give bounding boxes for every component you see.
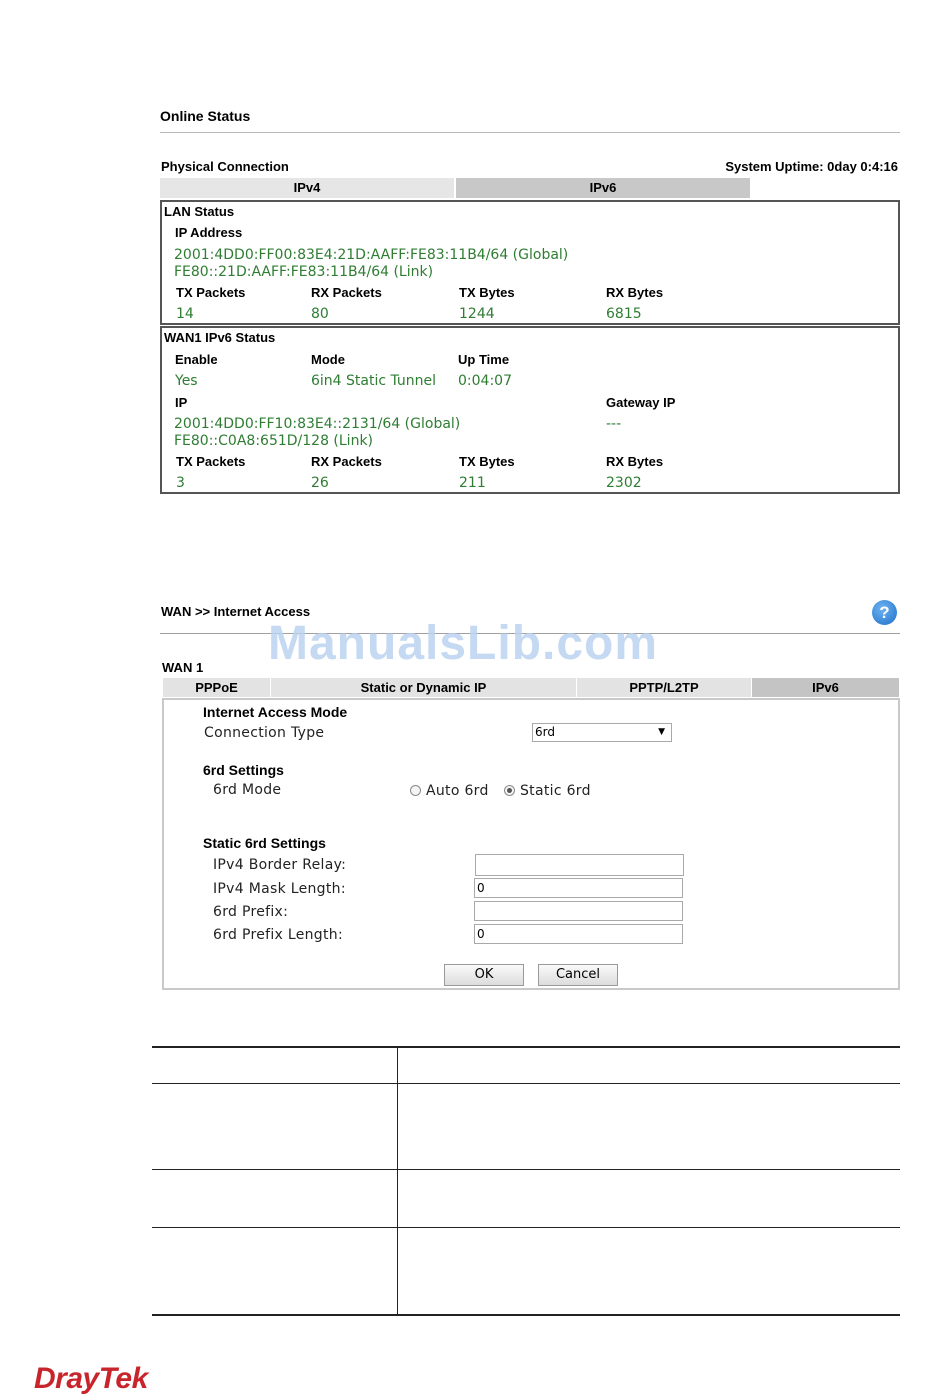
wan-status-panel [160,326,900,494]
mode-value: 6in4 Static Tunnel [311,373,437,389]
lan-rx-packets: 80 [311,306,329,322]
lan-rx-bytes: 6815 [606,306,642,322]
wan-tx-packets: 3 [176,475,185,491]
lan-tx-bytes: 1244 [459,306,495,322]
lan-status-panel [160,200,900,325]
wan-label: WAN 1 [162,660,204,675]
lan-ip-link: FE80::21D:AAFF:FE83:11B4/64 (Link) [174,264,434,280]
lan-ip-global: 2001:4DD0:FF00:83E4:21D:AAFF:FE83:11B4/64 (Global) [174,247,569,263]
tab-ipv4[interactable]: IPv4 [160,178,454,198]
connection-type-label: Connection Type [204,725,325,741]
draytek-logo: DrayTek [34,1362,148,1395]
mask-length-label: IPv4 Mask Length: [213,881,346,897]
lan-tx-packets-header: TX Packets [176,285,246,300]
lan-tx-packets: 14 [176,306,194,322]
wan-tx-packets-header: TX Packets [176,454,246,469]
table-top-rule [152,1046,900,1048]
gateway-ip-label: Gateway IP [606,395,676,410]
watermark: ManualsLib.com [268,617,659,670]
wan-status-heading: WAN1 IPv6 Status [164,330,276,345]
mode-header: Mode [311,352,345,367]
enable-value: Yes [175,373,198,389]
tab-ipv6[interactable]: IPv6 [752,678,899,697]
divider [160,132,900,133]
breadcrumb: WAN >> Internet Access [161,604,311,619]
system-uptime: System Uptime: 0day 0:4:16 [725,159,898,174]
chevron-down-icon: ▼ [658,727,665,737]
lan-rx-bytes-header: RX Bytes [606,285,664,300]
wan-rx-packets-header: RX Packets [311,454,382,469]
static-6rd-label: Static 6rd [520,783,591,799]
static-6rd-radio[interactable] [504,785,515,796]
wan-tx-bytes-header: TX Bytes [459,454,515,469]
prefix-label: 6rd Prefix: [213,904,289,920]
lan-rx-packets-header: RX Packets [311,285,382,300]
tab-pppoe[interactable]: PPPoE [163,678,270,697]
tab-ipv6[interactable]: IPv6 [456,178,750,198]
table-row-divider [152,1083,900,1084]
tab-pptp-l2tp[interactable]: PPTP/L2TP [577,678,751,697]
prefix-length-label: 6rd Prefix Length: [213,927,343,943]
wan-rx-bytes-header: RX Bytes [606,454,664,469]
lan-status-heading: LAN Status [164,204,235,219]
cancel-button[interactable]: Cancel [538,964,618,986]
border-relay-label: IPv4 Border Relay: [213,857,347,873]
wan-ip-label: IP [175,395,188,410]
prefix-input[interactable] [474,901,683,921]
connection-type-select[interactable] [532,723,672,742]
lan-tx-bytes-header: TX Bytes [459,285,515,300]
tab-static-dynamic-ip[interactable]: Static or Dynamic IP [271,678,576,697]
table-bottom-rule [152,1314,900,1316]
table-column-divider [397,1046,398,1316]
gateway-ip-value: --- [606,416,622,432]
6rd-mode-label: 6rd Mode [213,782,282,798]
ok-button[interactable]: OK [444,964,524,986]
table-row-divider [152,1169,900,1170]
border-relay-input[interactable] [475,854,684,876]
physical-connection-label: Physical Connection [161,159,289,174]
wan-rx-bytes: 2302 [606,475,642,491]
wan-ip-global: 2001:4DD0:FF10:83E4::2131/64 (Global) [174,416,461,432]
wan-ip-link: FE80::C0A8:651D/128 (Link) [174,433,374,449]
auto-6rd-label: Auto 6rd [426,783,489,799]
help-icon[interactable]: ? [872,600,897,625]
6rd-settings-heading: 6rd Settings [203,762,284,778]
prefix-length-input[interactable]: 0 [474,924,683,944]
enable-header: Enable [175,352,218,367]
uptime-value: 0:04:07 [458,373,512,389]
static-6rd-settings-heading: Static 6rd Settings [203,835,326,851]
auto-6rd-radio[interactable] [410,785,421,796]
wan-tx-bytes: 211 [459,475,486,491]
page-title: Online Status [160,108,251,124]
wan-rx-packets: 26 [311,475,329,491]
uptime-header: Up Time [458,352,510,367]
internet-access-mode-heading: Internet Access Mode [203,704,348,720]
mask-length-input[interactable]: 0 [474,878,683,898]
table-row-divider [152,1227,900,1228]
ip-address-label: IP Address [175,225,243,240]
connection-type-value: 6rd [535,725,555,739]
